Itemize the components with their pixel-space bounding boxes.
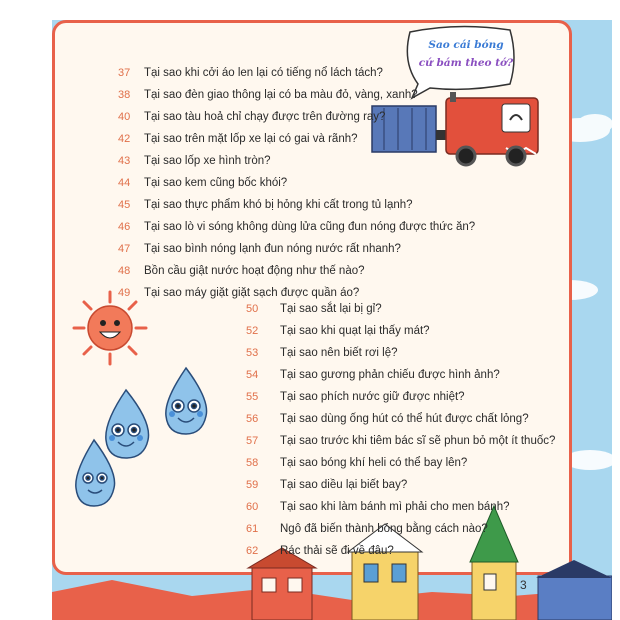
- list-item[interactable]: [246, 386, 555, 408]
- list-item[interactable]: [246, 518, 555, 540]
- page-ref: 45: [118, 199, 131, 211]
- question-title: Tại sao bóng khí heli có thể bay lên?: [280, 457, 468, 469]
- page-ref: 53: [246, 347, 259, 359]
- question-title: Tại sao khi quạt lại thấy mát?: [280, 325, 430, 337]
- question-title: Tại sao diều lại biết bay?: [280, 479, 408, 491]
- page-ref: 43: [118, 155, 131, 167]
- list-item[interactable]: [246, 430, 555, 452]
- page-ref: 62: [246, 545, 259, 557]
- page-ref: 55: [246, 391, 259, 403]
- bubble-line-2: cứ bám theo tớ?: [418, 57, 514, 69]
- list-item[interactable]: [246, 540, 555, 562]
- question-title: Tại sao khi làm bánh mì phải cho men bánh?: [280, 501, 510, 513]
- list-item[interactable]: [118, 172, 475, 194]
- list-item[interactable]: [118, 194, 475, 216]
- list-item[interactable]: [246, 496, 555, 518]
- list-item[interactable]: [246, 474, 555, 496]
- page-ref: 38: [118, 89, 131, 101]
- page-ref: 58: [246, 457, 259, 469]
- question-title: Tại sao khi cởi áo len lại có tiếng nổ lách tách?: [144, 67, 383, 79]
- page-ref: 47: [118, 243, 131, 255]
- contents-list-bottom: [246, 298, 555, 562]
- page-ref: 49: [118, 287, 131, 299]
- list-item[interactable]: [246, 320, 555, 342]
- page-ref: 61: [246, 523, 259, 535]
- question-title: Tại sao trên mặt lốp xe lại có gai và rãnh?: [144, 133, 358, 145]
- list-item[interactable]: [118, 238, 475, 260]
- page-ref: 57: [246, 435, 259, 447]
- page-ref: 48: [118, 265, 131, 277]
- page-number: 3: [520, 578, 527, 592]
- page-ref: 42: [118, 133, 131, 145]
- page-ref: 50: [246, 303, 259, 315]
- list-item[interactable]: [118, 260, 475, 282]
- question-title: Tại sao dùng ống hút có thể hút được chất lỏng?: [280, 413, 529, 425]
- contents-list-top: [118, 62, 475, 304]
- list-item[interactable]: [118, 84, 475, 106]
- question-title: Tại sao nên biết rơi lệ?: [280, 347, 398, 359]
- question-title: Tại sao trước khi tiêm bác sĩ sẽ phun bỏ một ít thuốc?: [280, 435, 556, 447]
- question-title: Tại sao bình nóng lạnh đun nóng nước rất nhanh?: [144, 243, 401, 255]
- question-title: Tại sao gương phản chiếu được hình ảnh?: [280, 369, 500, 381]
- list-item[interactable]: [246, 342, 555, 364]
- page-ref: 37: [118, 67, 131, 79]
- question-title: Tại sao thực phẩm khó bị hỏng khi cất trong tủ lạnh?: [144, 199, 413, 211]
- question-title: Tại sao phích nước giữ được nhiệt?: [280, 391, 465, 403]
- list-item[interactable]: [118, 62, 475, 84]
- list-item[interactable]: [246, 408, 555, 430]
- page-ref: 46: [118, 221, 131, 233]
- list-item[interactable]: [118, 106, 475, 128]
- question-title: Rác thải sẽ đi về đâu?: [280, 545, 394, 557]
- list-item[interactable]: [118, 128, 475, 150]
- page-ref: 56: [246, 413, 259, 425]
- question-title: Tại sao lốp xe hình tròn?: [144, 155, 271, 167]
- question-title: Ngô đã biến thành bỏng bằng cách nào?: [280, 523, 488, 535]
- question-title: Tại sao sắt lại bị gỉ?: [280, 303, 382, 315]
- question-title: Tại sao đèn giao thông lại có ba màu đỏ, vàng, xanh?: [144, 89, 418, 101]
- list-item[interactable]: [246, 364, 555, 386]
- list-item[interactable]: [118, 216, 475, 238]
- question-title: Tại sao máy giặt giặt sạch được quần áo?: [144, 287, 360, 299]
- question-title: Tại sao lò vi sóng không dùng lửa cũng đun nóng được thức ăn?: [144, 221, 476, 233]
- page-ref: 40: [118, 111, 131, 123]
- page-ref: 59: [246, 479, 259, 491]
- page-ref: 54: [246, 369, 259, 381]
- page-ref: 44: [118, 177, 131, 189]
- list-item[interactable]: [246, 452, 555, 474]
- bubble-line-1: Sao cái bóng: [428, 39, 504, 51]
- list-item[interactable]: [246, 298, 555, 320]
- page-ref: 60: [246, 501, 259, 513]
- page-ref: 52: [246, 325, 259, 337]
- question-title: Tại sao kem cũng bốc khói?: [144, 177, 288, 189]
- question-title: Tại sao tàu hoả chỉ chạy được trên đường ray?: [144, 111, 386, 123]
- question-title: Bồn cầu giật nước hoạt động như thế nào?: [144, 265, 365, 277]
- list-item[interactable]: [118, 150, 475, 172]
